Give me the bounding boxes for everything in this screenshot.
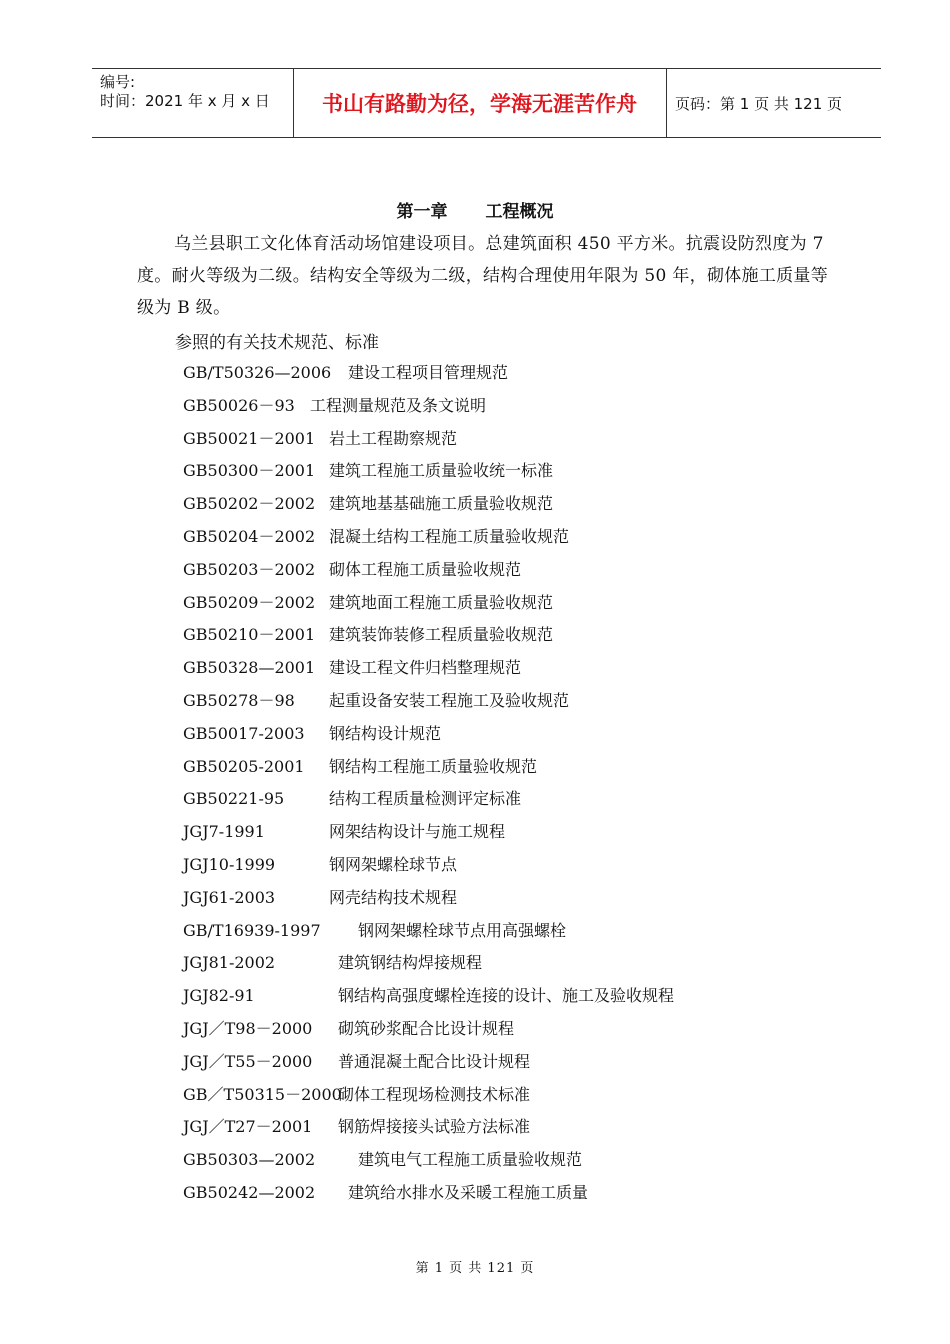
chapter-title [0,197,950,222]
standard-name: 钢结构工程施工质量验收规范 [329,756,538,776]
standard-item [0,619,950,651]
chapter-name: 工程概况 [485,202,554,222]
standard-name: 钢筋焊接接头试验方法标准 [338,1117,531,1137]
standard-code: GB50221-95 [183,789,285,809]
references-heading: 参照的有关技术规范、标准 [175,333,379,353]
standard-item [0,587,950,619]
standard-name: 网架结构设计与施工规程 [329,822,506,842]
header-page-number: 页码：第 1 页 共 121 页 [675,94,843,113]
standard-item [0,488,950,520]
standard-code: JGJ／T55－2000 [183,1051,313,1071]
standard-name: 建筑装饰装修工程质量验收规范 [329,625,554,645]
standard-item [0,685,950,717]
standard-code: JGJ81-2002 [183,953,276,973]
project-overview [137,228,842,324]
standard-code: GB50017-2003 [183,723,305,743]
standard-code: JGJ82-91 [183,986,255,1006]
standard-name: 钢结构高强度螺栓连接的设计、施工及验收规程 [338,986,675,1006]
standard-code: GB50303—2002 [183,1150,316,1170]
page-footer: 第 1 页 共 121 页 [415,1261,535,1276]
document-number-label: 编号: [100,73,136,91]
standard-name: 起重设备安装工程施工及验收规范 [329,691,570,710]
standard-item [0,1046,950,1078]
standard-name: 钢网架螺栓球节点 [329,855,458,874]
standard-name: 建筑钢结构焊接规程 [338,953,483,973]
standard-code: GB／T50315－2000 [183,1084,342,1104]
standard-code: GB50203－2002 [183,559,316,579]
standard-name: 砌体工程施工质量验收规范 [329,559,522,579]
standard-item [0,390,950,422]
standard-name: 钢结构设计规范 [329,723,442,743]
standard-item [0,357,950,389]
standard-code: GB50026－93 [183,395,295,415]
standard-item [0,751,950,783]
standard-code: GB50209－2002 [183,592,316,612]
standard-item [0,849,950,881]
standard-name: 结构工程质量检测评定标准 [329,789,522,809]
standard-code: GB50300－2001 [183,461,316,481]
standard-item [0,521,950,553]
standard-item [0,947,950,979]
standard-code: GB50021－2001 [183,428,316,448]
standard-item [0,1079,950,1111]
standard-name: 建筑地基基础施工质量验收规范 [329,494,554,514]
standard-item [0,980,950,1012]
standard-item [0,718,950,750]
standard-item [0,915,950,947]
standard-name: 砌体工程现场检测技术标准 [338,1084,531,1104]
standard-item [0,554,950,586]
standard-code: GB50278－98 [183,691,295,710]
standard-code: GB/T16939-1997 [183,920,321,940]
overview-paragraph: 乌兰县职工文化体育活动场馆建设项目。总建筑面积 450 平方米。抗震设防烈度为 7 度。耐火等级为二级。结构安全等级为二级，结构合理使用年限为 50 年，砌体施工质量等级为 B 级。 [137,234,829,318]
standard-name: 混凝土结构工程施工质量验收规范 [329,527,570,546]
standard-code: JGJ7-1991 [183,822,265,842]
standard-item [0,1144,950,1176]
standard-code: GB50205-2001 [183,756,305,776]
header-motto: 书山有路勤为径，学海无涯苦作舟 [322,92,637,116]
standard-code: JGJ／T98－2000 [183,1019,313,1038]
standard-code: GB50202－2002 [183,494,316,514]
standard-name: 工程测量规范及条文说明 [310,395,487,415]
standard-item [0,1111,950,1143]
chapter-number: 第一章 [396,202,448,222]
standard-code: JGJ10-1999 [183,855,276,874]
standard-name: 钢网架螺栓球节点用高强螺栓 [358,920,567,940]
standard-code: GB50204－2002 [183,527,316,546]
standard-name: 砌筑砂浆配合比设计规程 [338,1019,515,1038]
document-time: 时间：2021 年 x 月 x 日 [100,92,270,110]
standard-code: GB/T50326—2006 [183,363,332,382]
header-meta [100,73,270,111]
standard-item [0,652,950,684]
standard-code: GB50242—2002 [183,1183,316,1202]
standard-item [0,1013,950,1045]
standard-item [0,783,950,815]
standard-item [0,455,950,487]
standard-code: GB50210－2001 [183,625,316,645]
standard-code: JGJ／T27－2001 [183,1117,313,1137]
standard-code: GB50328—2001 [183,658,316,678]
standard-name: 建筑电气工程施工质量验收规范 [358,1150,583,1170]
standard-name: 网壳结构技术规程 [329,887,458,907]
standard-code: JGJ61-2003 [183,887,276,907]
header-divider [666,69,667,137]
standard-name: 岩土工程勘察规范 [329,428,458,448]
standard-name: 普通混凝土配合比设计规程 [338,1051,531,1071]
standard-item [0,423,950,455]
standard-name: 建筑地面工程施工质量验收规范 [329,592,554,612]
page-header [92,68,881,138]
standard-item [0,882,950,914]
standard-name: 建设工程文件归档整理规范 [329,658,522,678]
standard-item [0,816,950,848]
standard-name: 建筑工程施工质量验收统一标准 [329,461,554,481]
standard-name: 建设工程项目管理规范 [348,363,509,382]
standard-item [0,1177,950,1209]
standard-name: 建筑给水排水及采暖工程施工质量 [348,1183,589,1202]
